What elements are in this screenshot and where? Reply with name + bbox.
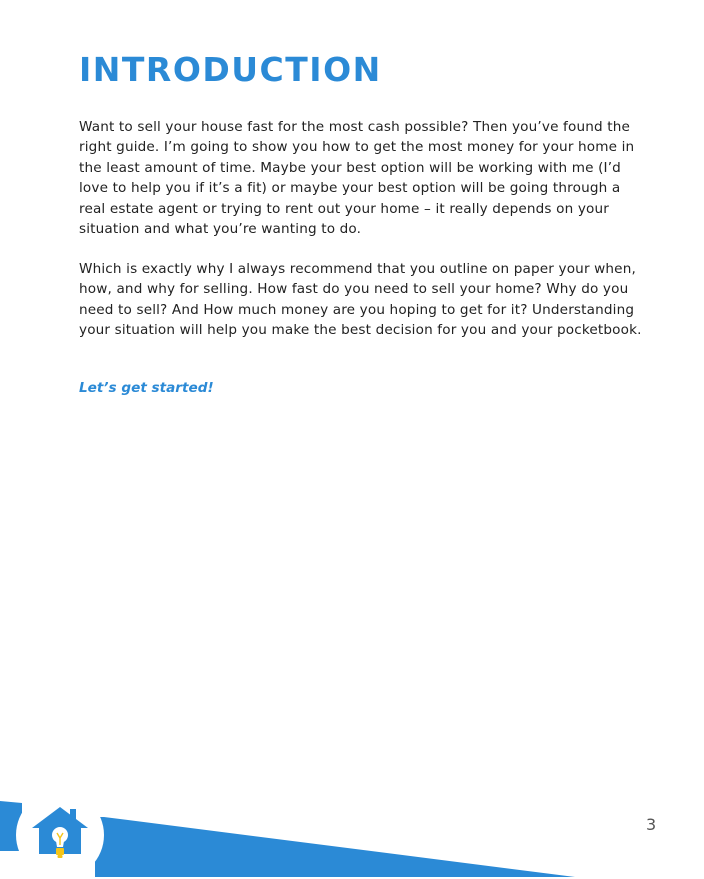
page-number: 3	[646, 815, 657, 834]
footer-swoosh	[95, 817, 575, 877]
call-to-action: Let’s get started!	[79, 380, 214, 396]
page-title: INTRODUCTION	[79, 50, 382, 89]
intro-paragraph-2: Which is exactly why I always recommend that you outline on paper your when, how, and why for selling. How fast do you need to sell your home? Why do you need to sell? And How much money are you hoping to get for it? Understanding your situation will help you make the best decision for you and your pocketbook.	[79, 261, 642, 339]
footer-decoration	[0, 795, 704, 879]
intro-paragraph-1: Want to sell your house fast for the most cash possible? Then you’ve found the right guide. I’m going to show you how to get the most money for your home in the least amount of time. Maybe your best option will be working with me (I’d love to help you if it’s a fit) or maybe your best option will be going through a real estate agent or trying to rent out your home – it really depends on your situation and what you’re wanting to do.	[79, 119, 635, 238]
